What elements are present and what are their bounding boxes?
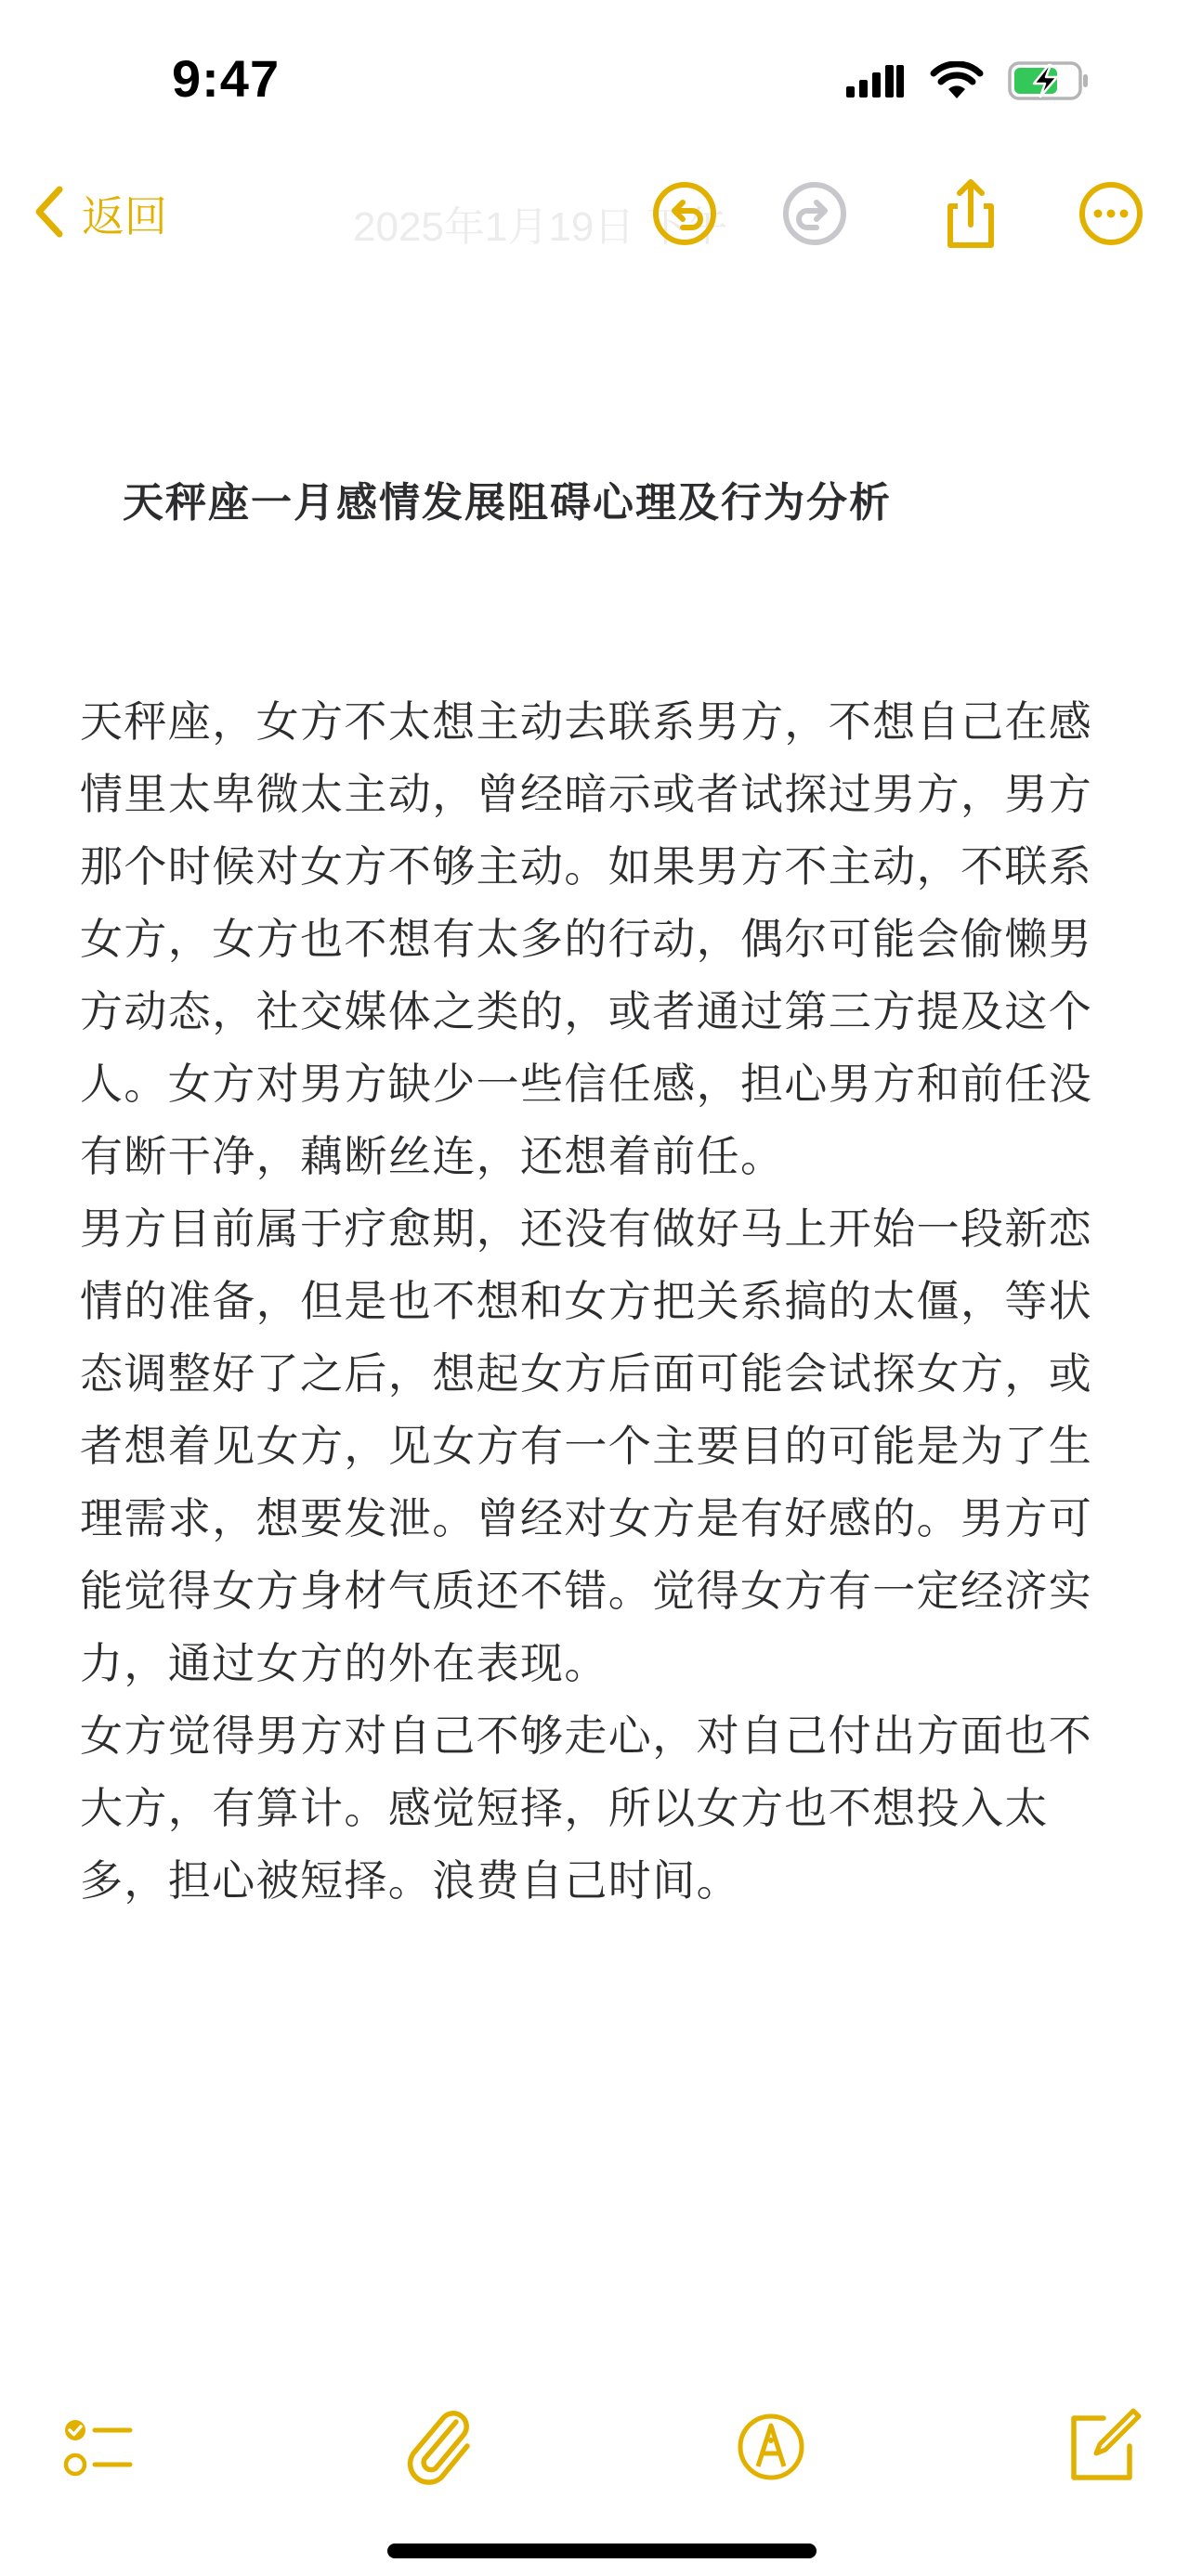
nav-bar <box>0 163 1189 265</box>
status-icons <box>844 56 1091 106</box>
status-time: 9:47 <box>172 49 281 108</box>
back-label: 返回 <box>82 191 167 241</box>
note-date-faded: 2025年1月19日 下午 <box>353 204 728 250</box>
more-button[interactable] <box>1074 176 1148 251</box>
undo-button[interactable] <box>647 176 722 251</box>
attachment-icon <box>395 2405 478 2489</box>
markup-icon <box>729 2405 813 2489</box>
compose-button[interactable] <box>1059 2405 1143 2489</box>
note-paragraph: 天秤座，女方不太想主动去联系男方，不想自己在感情里太卑微太主动，曾经暗示或者试探过男方，男方那个时候对女方不够主动。如果男方不主动，不联系女方，女方也不想有太多的行动，偶尔可能会偷懒男方动态，社交媒体之类的，或者通过第三方提及这个人。女方对男方缺少一些信任感，担心男方和前任没有断干净，藕断丝连，还想着前任。 <box>80 696 1093 1181</box>
back-button[interactable] <box>32 181 167 246</box>
cellular-signal-icon <box>844 62 906 99</box>
wifi-icon <box>930 61 984 100</box>
note-title[interactable]: 天秤座一月感情发展阻碍心理及行为分析 <box>123 479 892 527</box>
note-paragraph: 男方目前属于疗愈期，还没有做好马上开始一段新恋情的准备，但是也不想和女方把关系搞的太僵，等状态调整好了之后，想起女方后面可能会试探女方，或者想着见女方，见女方有一个主要目的可能是为了生理需求，想要发泄。曾经对女方是有好感的。男方可能觉得女方身材气质还不错。觉得女方有一定经济实力，通过女方的外在表现。 <box>80 1203 1093 1688</box>
status-bar <box>0 0 1189 163</box>
checklist-icon <box>54 2405 137 2489</box>
undo-icon <box>647 176 722 251</box>
share-icon <box>934 176 1008 251</box>
redo-button[interactable] <box>777 176 852 251</box>
share-button[interactable] <box>934 176 1008 251</box>
more-icon <box>1074 176 1148 251</box>
note-paragraph: 女方觉得男方对自己不够走心，对自己付出方面也不大方，有算计。感觉短择，所以女方也不想投入太多，担心被短择。浪费自己时间。 <box>80 1711 1093 1906</box>
compose-icon <box>1059 2405 1143 2489</box>
note-body[interactable] <box>80 685 1120 1917</box>
redo-icon <box>777 176 852 251</box>
checklist-button[interactable] <box>54 2405 137 2489</box>
chevron-left-icon <box>32 184 65 243</box>
bottom-toolbar <box>0 2396 1189 2498</box>
markup-button[interactable] <box>729 2405 813 2489</box>
battery-charging-icon <box>1008 60 1091 101</box>
home-indicator[interactable] <box>387 2543 817 2558</box>
attachment-button[interactable] <box>395 2405 478 2489</box>
